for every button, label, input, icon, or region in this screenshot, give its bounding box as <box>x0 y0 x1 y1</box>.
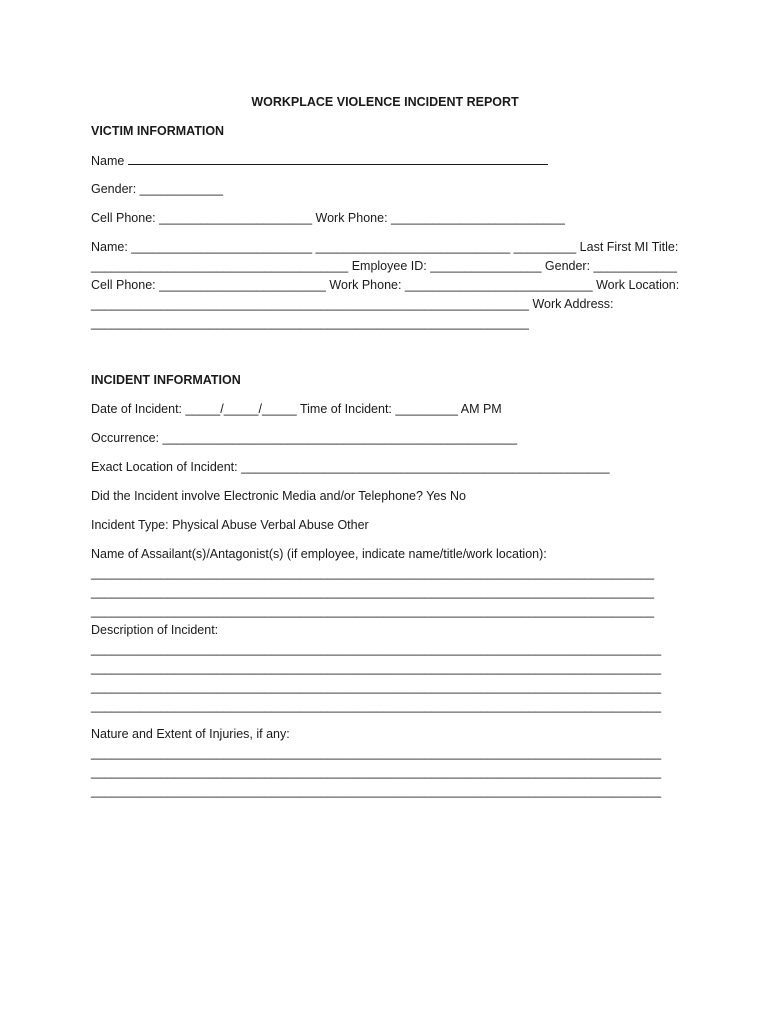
description-label: Description of Incident: <box>91 623 219 637</box>
description-line-2: __________________________________________________________________________________ <box>91 661 662 675</box>
incident-type: Incident Type: Physical Abuse Verbal Abuse Other <box>91 518 369 532</box>
victim-block-line-5: _______________________________________________________________ <box>91 316 529 330</box>
victim-gender: Gender: ____________ <box>91 182 224 196</box>
assailant-line-3: _________________________________________________________________________________ <box>91 604 655 618</box>
injuries-line-3: __________________________________________________________________________________ <box>91 784 662 798</box>
incident-heading: INCIDENT INFORMATION <box>91 373 241 387</box>
victim-phones: Cell Phone: ______________________ Work Phone: _________________________ <box>91 211 565 225</box>
description-line-1: __________________________________________________________________________________ <box>91 642 662 656</box>
incident-electronic-media: Did the Incident involve Electronic Media and/or Telephone? Yes No <box>91 489 467 503</box>
victim-block-line-2: _____________________________________ Employee ID: ________________ Gender: ____________ <box>91 259 677 273</box>
injuries-label: Nature and Extent of Injuries, if any: <box>91 727 290 741</box>
victim-block-line-4: _______________________________________________________________ Work Address: <box>91 297 614 311</box>
report-title: WORKPLACE VIOLENCE INCIDENT REPORT <box>251 95 519 109</box>
injuries-line-1: __________________________________________________________________________________ <box>91 746 662 760</box>
description-line-3: __________________________________________________________________________________ <box>91 680 662 694</box>
assailant-line-1: _________________________________________________________________________________ <box>91 566 655 580</box>
description-line-4: __________________________________________________________________________________ <box>91 699 662 713</box>
incident-occurrence: Occurrence: ___________________________________________________ <box>91 431 518 445</box>
victim-block-line-3: Cell Phone: ________________________ Work Phone: ___________________________ Work Location: <box>91 278 680 292</box>
victim-name-label: Name <box>91 154 125 168</box>
victim-name-field[interactable] <box>128 153 548 165</box>
incident-date-time: Date of Incident: _____/_____/_____ Time of Incident: _________ AM PM <box>91 402 502 416</box>
injuries-line-2: __________________________________________________________________________________ <box>91 765 662 779</box>
assailant-label: Name of Assailant(s)/Antagonist(s) (if employee, indicate name/title/work location): <box>91 547 547 561</box>
assailant-line-2: _________________________________________________________________________________ <box>91 585 655 599</box>
victim-name-row <box>91 153 548 169</box>
victim-block-line-1: Name: __________________________ ____________________________ _________ Last First MI Title: <box>91 240 679 254</box>
victim-heading: VICTIM INFORMATION <box>91 124 225 138</box>
incident-location: Exact Location of Incident: _____________________________________________________ <box>91 460 610 474</box>
